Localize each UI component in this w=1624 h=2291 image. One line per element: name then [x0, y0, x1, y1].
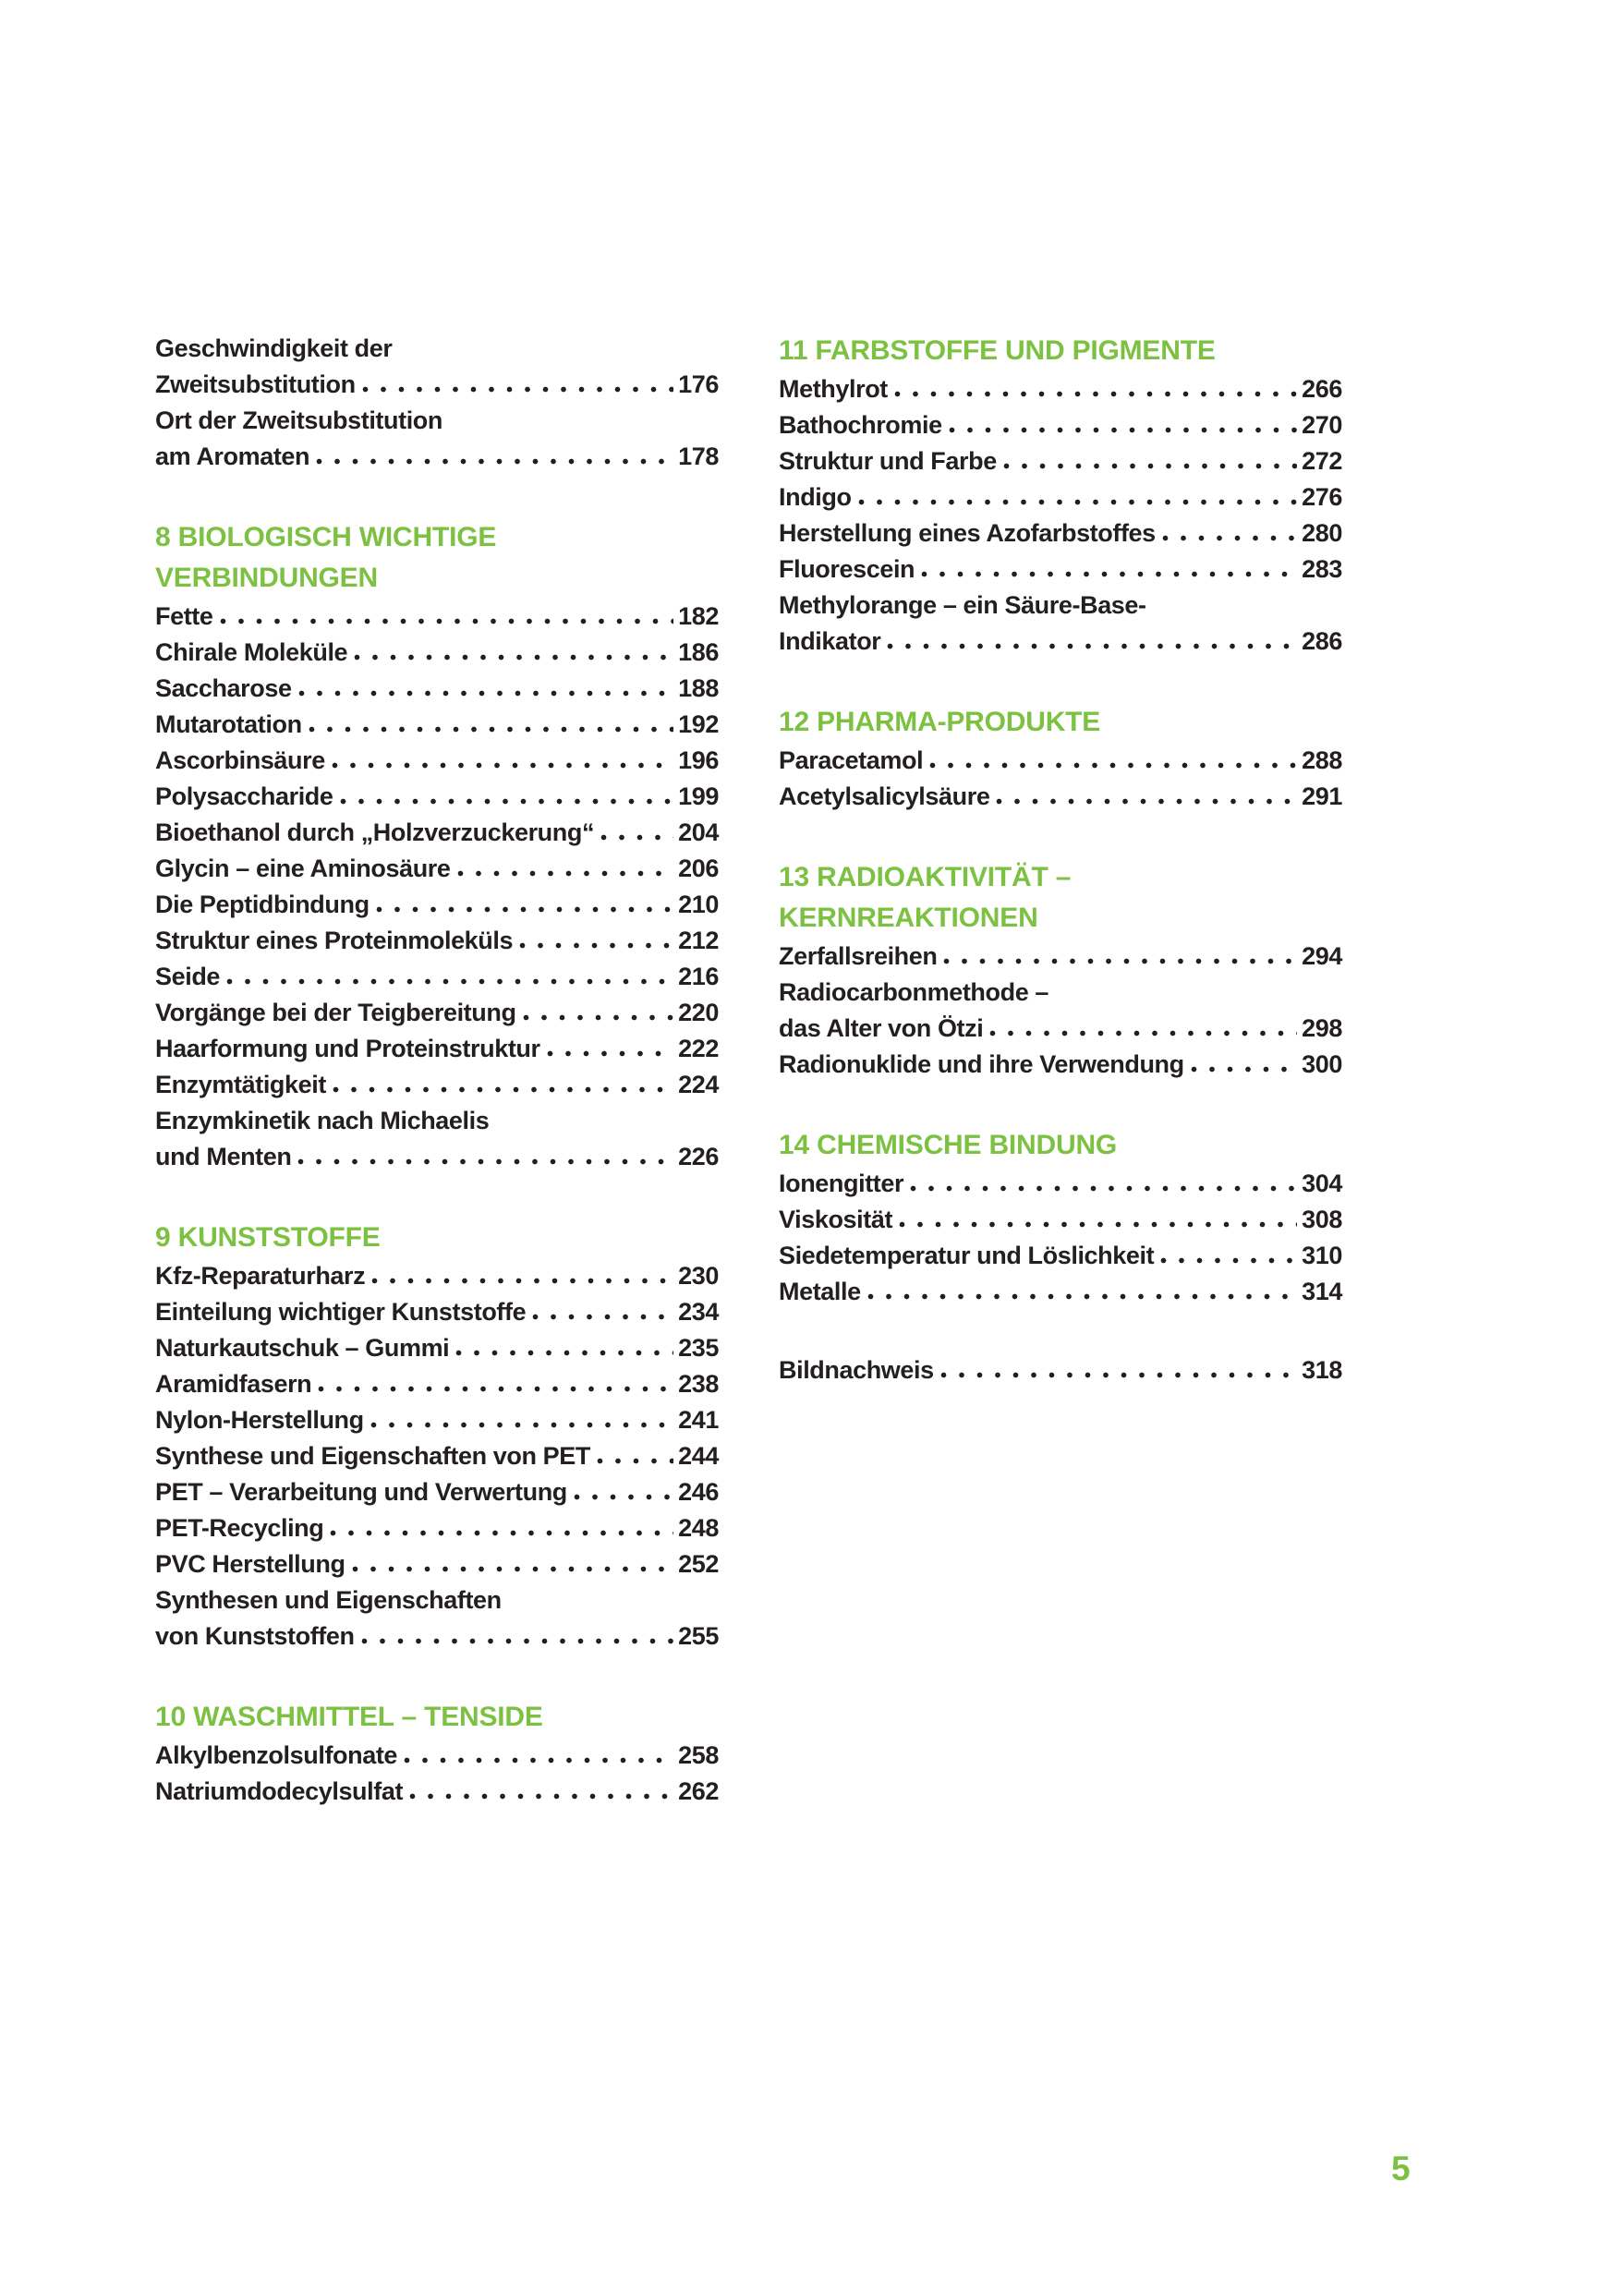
entry-title: Die Peptidbindung — [155, 891, 370, 918]
dot-leader — [523, 1014, 674, 1021]
toc-section — [779, 331, 1342, 660]
entry-title: Natriumdodecylsulfat — [155, 1777, 404, 1805]
section-header: 14 CHEMISCHE BINDUNG — [779, 1130, 1118, 1160]
toc-entry-continuation-line — [155, 331, 719, 367]
toc-entry-row — [155, 851, 719, 887]
entry-title: Zweitsubstitution — [155, 370, 356, 398]
entry-page-number: 318 — [1302, 1356, 1342, 1384]
toc-entry-row — [155, 815, 719, 851]
toc-entry-row — [155, 635, 719, 671]
toc-section — [779, 1352, 1342, 1388]
entry-title: Naturkautschuk – Gummi — [155, 1334, 450, 1362]
toc-entry-row — [779, 515, 1342, 552]
dot-leader — [519, 942, 673, 949]
entry-page-number: 252 — [678, 1550, 719, 1578]
toc-entry-row — [779, 443, 1342, 479]
dot-leader — [858, 499, 1298, 505]
entry-page-number: 188 — [678, 674, 719, 702]
page-number: 5 — [1391, 2150, 1411, 2188]
dot-leader — [330, 1530, 673, 1536]
section-header: VERBINDUNGEN — [155, 563, 378, 593]
entry-title: Methylorange – ein Säure-Base- — [779, 591, 1146, 619]
toc-entry-row — [155, 1139, 719, 1175]
entry-page-number: 210 — [678, 891, 719, 918]
entry-title: Alkylbenzolsulfonate — [155, 1741, 398, 1769]
dot-leader — [929, 762, 1297, 769]
toc-entry-continuation-line — [155, 1582, 719, 1618]
toc-section — [155, 517, 719, 1175]
toc-entry-row — [155, 707, 719, 743]
toc-entry-row — [155, 671, 719, 707]
toc-entry-row — [779, 743, 1342, 779]
dot-leader — [887, 643, 1297, 649]
section-header: KERNREAKTIONEN — [779, 903, 1038, 933]
toc-entry-row — [779, 1047, 1342, 1083]
toc-entry-row — [155, 1510, 719, 1546]
dot-leader — [297, 1158, 673, 1165]
toc-section — [779, 702, 1342, 815]
toc-entry-row — [155, 1546, 719, 1582]
toc-entry-row — [779, 939, 1342, 975]
entry-page-number: 234 — [678, 1298, 719, 1326]
dot-leader — [989, 1030, 1297, 1036]
toc-entry-continuation-line — [779, 588, 1342, 624]
dot-leader — [404, 1757, 673, 1764]
entry-title: Mutarotation — [155, 710, 302, 738]
entry-title: am Aromaten — [155, 442, 310, 470]
entry-page-number: 300 — [1302, 1050, 1342, 1078]
toc-column-right — [779, 331, 1342, 1388]
section-header: 13 RADIOAKTIVITÄT – — [779, 862, 1072, 892]
toc-entry-row — [155, 1258, 719, 1294]
entry-title: Radiocarbonmethode – — [779, 978, 1049, 1006]
dot-leader — [316, 458, 673, 465]
toc-entry-row — [155, 367, 719, 403]
toc-entry-row — [155, 599, 719, 635]
entry-page-number: 308 — [1302, 1206, 1342, 1233]
entry-title: Indikator — [779, 627, 881, 655]
dot-leader — [943, 958, 1297, 964]
entry-page-number: 266 — [1302, 375, 1342, 403]
entry-page-number: 248 — [678, 1514, 719, 1542]
dot-leader — [457, 870, 674, 877]
entry-page-number: 314 — [1302, 1278, 1342, 1305]
toc-entry-row — [779, 407, 1342, 443]
dot-leader — [921, 571, 1297, 577]
toc-entry-row — [155, 1067, 719, 1103]
dot-leader — [940, 1372, 1297, 1378]
entry-title: Siedetemperatur und Löslichkeit — [779, 1242, 1155, 1269]
dot-leader — [949, 427, 1297, 433]
entry-title: Chirale Moleküle — [155, 638, 348, 666]
toc-entry-row — [779, 552, 1342, 588]
dot-leader — [352, 1566, 674, 1572]
dot-leader — [409, 1793, 673, 1800]
section-header: 11 FARBSTOFFE UND PIGMENTE — [779, 335, 1216, 366]
toc-entry-row — [155, 1474, 719, 1510]
toc-entry-continuation-line — [155, 403, 719, 439]
toc-entry-row — [779, 1011, 1342, 1047]
entry-page-number: 196 — [678, 746, 719, 774]
toc-entry-continuation-line — [155, 1103, 719, 1139]
entry-title: Bioethanol durch „Holzverzuckerung“ — [155, 818, 595, 846]
entry-title: Enzymtätigkeit — [155, 1071, 326, 1098]
entry-title: von Kunststoffen — [155, 1622, 355, 1650]
entry-page-number: 280 — [1302, 519, 1342, 547]
entry-page-number: 186 — [678, 638, 719, 666]
dot-leader — [1160, 1257, 1297, 1264]
dot-leader — [332, 762, 673, 769]
toc-entry-row — [779, 779, 1342, 815]
entry-title: Saccharose — [155, 674, 292, 702]
dot-leader — [318, 1386, 673, 1392]
dot-leader — [455, 1350, 673, 1356]
entry-page-number: 178 — [678, 442, 719, 470]
toc-entry-row — [155, 1618, 719, 1655]
entry-page-number: 235 — [678, 1334, 719, 1362]
toc-column-left — [155, 331, 719, 1810]
dot-leader — [362, 386, 673, 393]
entry-page-number: 222 — [678, 1035, 719, 1062]
dot-leader — [370, 1422, 673, 1428]
entry-title: Synthese und Eigenschaften von PET — [155, 1442, 590, 1470]
entry-page-number: 262 — [678, 1777, 719, 1805]
entry-page-number: 206 — [678, 855, 719, 882]
toc-entry-row — [155, 923, 719, 959]
toc-entry-continuation-line — [779, 975, 1342, 1011]
entry-page-number: 220 — [678, 999, 719, 1026]
entry-title: Ort der Zweitsubstitution — [155, 406, 442, 434]
entry-title: Bathochromie — [779, 411, 942, 439]
toc-section — [779, 857, 1342, 1083]
entry-page-number: 246 — [678, 1478, 719, 1506]
toc-entry-row — [155, 1774, 719, 1810]
dot-leader — [996, 798, 1297, 805]
dot-leader — [354, 654, 673, 661]
entry-title: Struktur eines Proteinmoleküls — [155, 927, 514, 954]
dot-leader — [899, 1221, 1297, 1228]
entry-title: PET-Recycling — [155, 1514, 324, 1542]
entry-page-number: 224 — [678, 1071, 719, 1098]
entry-page-number: 230 — [678, 1262, 719, 1290]
toc-entry-row — [779, 1352, 1342, 1388]
entry-page-number: 199 — [678, 782, 719, 810]
entry-title: Geschwindigkeit der — [155, 334, 393, 362]
toc-entry-row — [155, 439, 719, 475]
entry-title: Kfz-Reparaturharz — [155, 1262, 366, 1290]
dot-leader — [361, 1638, 674, 1644]
entry-title: Seide — [155, 963, 221, 990]
entry-title: Aramidfasern — [155, 1370, 312, 1398]
dot-leader — [309, 726, 673, 733]
dot-leader — [340, 798, 674, 805]
entry-title: Methylrot — [779, 375, 888, 403]
entry-page-number: 270 — [1302, 411, 1342, 439]
entry-title: Zerfallsreihen — [779, 942, 938, 970]
dot-leader — [867, 1293, 1297, 1300]
toc-entry-row — [155, 743, 719, 779]
entry-page-number: 283 — [1302, 555, 1342, 583]
entry-title: Metalle — [779, 1278, 861, 1305]
entry-page-number: 176 — [678, 370, 719, 398]
entry-title: Radionuklide und ihre Verwendung — [779, 1050, 1184, 1078]
toc-entry-row — [779, 1238, 1342, 1274]
entry-page-number: 244 — [678, 1442, 719, 1470]
toc-entry-row — [779, 1166, 1342, 1202]
section-header: 12 PHARMA-PRODUKTE — [779, 707, 1101, 737]
dot-leader — [371, 1278, 673, 1284]
entry-title: Haarformung und Proteinstruktur — [155, 1035, 540, 1062]
toc-entry-row — [155, 1738, 719, 1774]
dot-leader — [532, 1314, 673, 1320]
dot-leader — [1191, 1066, 1297, 1073]
entry-title: Nylon-Herstellung — [155, 1406, 364, 1434]
toc-entry-row — [779, 479, 1342, 515]
toc-entry-row — [155, 1330, 719, 1366]
entry-title: Fette — [155, 602, 213, 630]
dot-leader — [1003, 463, 1297, 469]
entry-title: Vorgänge bei der Teigbereitung — [155, 999, 516, 1026]
entry-title: Indigo — [779, 483, 852, 511]
dot-leader — [547, 1050, 674, 1057]
dot-leader — [298, 690, 674, 697]
toc-entry-row — [779, 371, 1342, 407]
entry-title: und Menten — [155, 1143, 292, 1170]
dot-leader — [597, 1458, 673, 1464]
section-header: 10 WASCHMITTEL – TENSIDE — [155, 1702, 543, 1732]
toc-entry-row — [155, 1402, 719, 1438]
toc-entry-row — [155, 1438, 719, 1474]
dot-leader — [226, 978, 673, 985]
entry-page-number: 258 — [678, 1741, 719, 1769]
dot-leader — [220, 618, 674, 624]
entry-title: Ionengitter — [779, 1170, 904, 1197]
entry-page-number: 272 — [1302, 447, 1342, 475]
toc-entry-row — [155, 1294, 719, 1330]
toc-entry-row — [779, 624, 1342, 660]
entry-title: PET – Verarbeitung und Verwertung — [155, 1478, 567, 1506]
entry-title: Herstellung eines Azofarbstoffes — [779, 519, 1156, 547]
entry-title: Bildnachweis — [779, 1356, 934, 1384]
toc-section — [155, 1697, 719, 1810]
entry-page-number: 212 — [678, 927, 719, 954]
entry-page-number: 310 — [1302, 1242, 1342, 1269]
toc-entry-row — [155, 1366, 719, 1402]
entry-page-number: 226 — [678, 1143, 719, 1170]
entry-page-number: 298 — [1302, 1014, 1342, 1042]
entry-title: Einteilung wichtiger Kunststoffe — [155, 1298, 527, 1326]
entry-page-number: 255 — [678, 1622, 719, 1650]
toc-entry-row — [155, 887, 719, 923]
dot-leader — [1162, 535, 1297, 541]
entry-title: Struktur und Farbe — [779, 447, 997, 475]
entry-page-number: 192 — [678, 710, 719, 738]
entry-title: Paracetamol — [779, 746, 924, 774]
toc-section — [779, 1125, 1342, 1310]
entry-page-number: 288 — [1302, 746, 1342, 774]
toc-entry-row — [155, 1031, 719, 1067]
dot-leader — [600, 834, 673, 841]
dot-leader — [574, 1494, 673, 1500]
entry-title: Glycin – eine Aminosäure — [155, 855, 451, 882]
entry-title: Synthesen und Eigenschaften — [155, 1586, 502, 1614]
dot-leader — [333, 1086, 673, 1093]
entry-title: das Alter von Ötzi — [779, 1014, 984, 1042]
dot-leader — [910, 1185, 1297, 1192]
toc-entry-row — [155, 995, 719, 1031]
entry-page-number: 216 — [678, 963, 719, 990]
entry-page-number: 286 — [1302, 627, 1342, 655]
entry-title: Fluorescein — [779, 555, 915, 583]
entry-title: Polysaccharide — [155, 782, 333, 810]
toc-section — [155, 331, 719, 475]
entry-title: Enzymkinetik nach Michaelis — [155, 1107, 490, 1134]
toc-entry-row — [155, 779, 719, 815]
entry-page-number: 291 — [1302, 782, 1342, 810]
toc-section — [155, 1218, 719, 1655]
entry-page-number: 238 — [678, 1370, 719, 1398]
section-header: 8 BIOLOGISCH WICHTIGE — [155, 522, 497, 552]
entry-title: Ascorbinsäure — [155, 746, 325, 774]
toc-entry-row — [779, 1274, 1342, 1310]
entry-page-number: 241 — [678, 1406, 719, 1434]
dot-leader — [894, 391, 1297, 397]
entry-title: Viskosität — [779, 1206, 893, 1233]
entry-title: PVC Herstellung — [155, 1550, 345, 1578]
toc-entry-row — [155, 959, 719, 995]
entry-page-number: 182 — [678, 602, 719, 630]
entry-page-number: 204 — [678, 818, 719, 846]
section-header: 9 KUNSTSTOFFE — [155, 1222, 381, 1253]
dot-leader — [376, 906, 673, 913]
entry-title: Acetylsalicylsäure — [779, 782, 990, 810]
entry-page-number: 276 — [1302, 483, 1342, 511]
entry-page-number: 304 — [1302, 1170, 1342, 1197]
toc-entry-row — [779, 1202, 1342, 1238]
entry-page-number: 294 — [1302, 942, 1342, 970]
